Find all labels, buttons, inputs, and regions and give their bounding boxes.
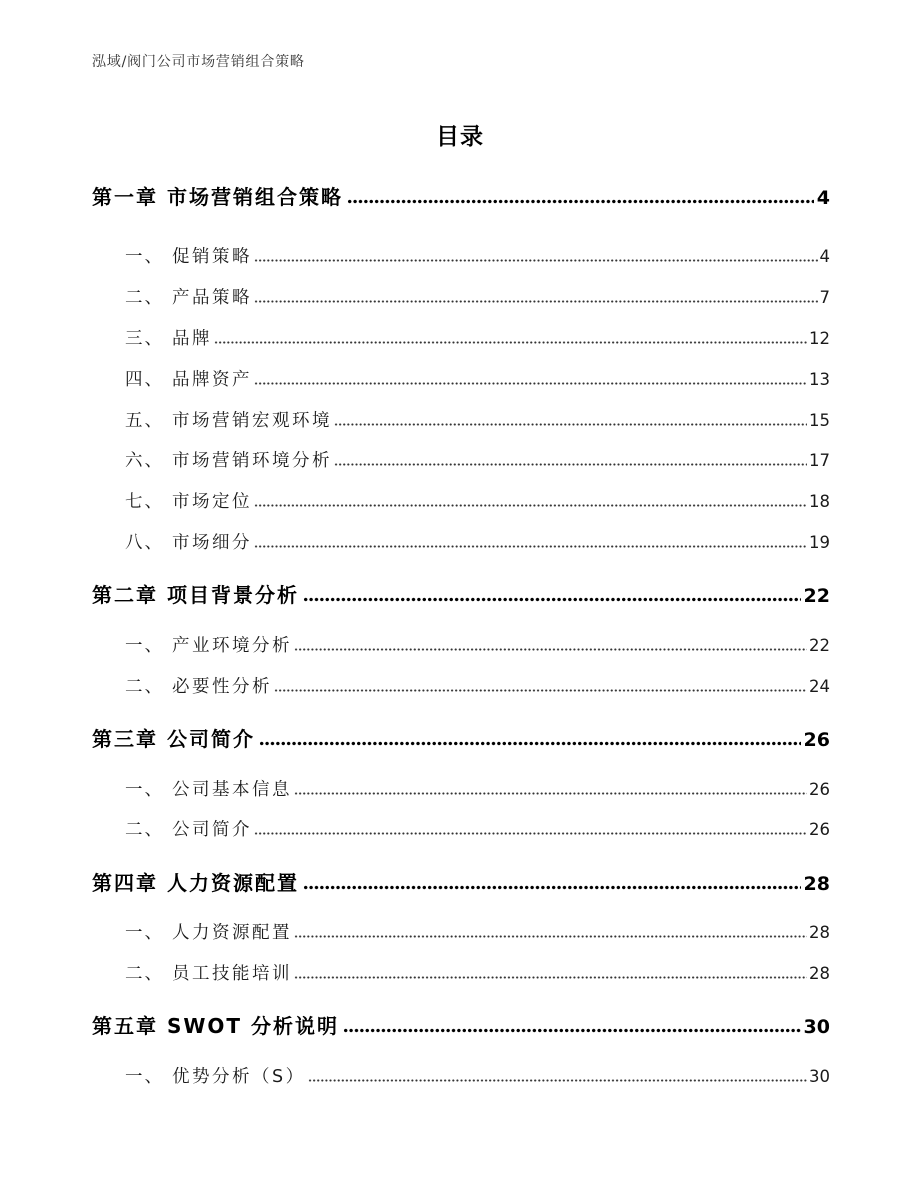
dot-leader (254, 504, 807, 507)
dot-leader (214, 341, 807, 344)
section-number: 七、 (125, 492, 164, 513)
section-title: 市场定位 (172, 492, 252, 513)
page-number: 30 (809, 1066, 830, 1086)
page-number: 28 (809, 964, 830, 984)
page-number: 19 (809, 532, 830, 552)
page-number: 26 (803, 728, 830, 751)
page-number: 22 (809, 635, 830, 655)
toc-section-entry[interactable] (92, 319, 830, 360)
toc-section-entry[interactable] (92, 626, 830, 667)
section-number: 四、 (125, 369, 164, 390)
dot-leader (254, 832, 807, 835)
section-title: 市场营销环境分析 (172, 451, 332, 472)
toc-section-entry[interactable] (92, 237, 830, 278)
toc-section-entry[interactable] (92, 667, 830, 708)
dot-leader (303, 597, 801, 602)
section-title: 必要性分析 (172, 676, 272, 697)
dot-leader (294, 792, 807, 795)
dot-leader (254, 259, 818, 262)
toc-section-entry[interactable] (92, 401, 830, 442)
page-number: 30 (803, 1016, 830, 1039)
toc-heading: 目录 (436, 124, 484, 150)
page-number: 28 (803, 872, 830, 895)
toc-section-entry[interactable] (92, 954, 830, 995)
section-number: 五、 (125, 410, 164, 431)
section-number: 一、 (125, 247, 164, 268)
dot-leader (308, 1079, 807, 1082)
section-number: 八、 (125, 532, 164, 553)
section-title: 员工技能培训 (172, 964, 292, 985)
running-header: 泓域/阀门公司市场营销组合策略 (92, 54, 305, 70)
section-title: 市场营销宏观环境 (172, 410, 332, 431)
page-number: 15 (809, 410, 830, 430)
section-number: 一、 (125, 635, 164, 656)
toc-section-entry[interactable] (92, 482, 830, 523)
section-title: 品牌资产 (172, 369, 252, 390)
toc-chapter-entry[interactable] (92, 863, 830, 904)
toc-section-entry[interactable] (92, 810, 830, 851)
section-number: 二、 (125, 676, 164, 697)
section-number: 三、 (125, 328, 164, 349)
table-of-contents (92, 177, 830, 1098)
section-number: 六、 (125, 451, 164, 472)
dot-leader (334, 423, 807, 426)
dot-leader (294, 648, 807, 651)
page-number: 4 (816, 186, 830, 209)
page-number: 28 (809, 923, 830, 943)
chapter-title: 第四章 人力资源配置 (92, 870, 299, 895)
dot-leader (294, 935, 807, 938)
section-number: 二、 (125, 964, 164, 985)
toc-chapter-entry[interactable] (92, 575, 830, 616)
dot-leader (303, 885, 801, 890)
page-number: 26 (809, 820, 830, 840)
page-number: 17 (809, 451, 830, 471)
page-number: 4 (819, 247, 830, 267)
section-number: 二、 (125, 820, 164, 841)
toc-chapter-entry[interactable] (92, 719, 830, 760)
toc-section-entry[interactable] (92, 770, 830, 811)
section-title: 人力资源配置 (172, 923, 292, 944)
section-number: 二、 (125, 288, 164, 309)
chapter-title: 第一章 市场营销组合策略 (92, 184, 343, 209)
page-number: 18 (809, 492, 830, 512)
toc-section-entry[interactable] (92, 1057, 830, 1098)
section-title: 产业环境分析 (172, 635, 292, 656)
section-title: 市场细分 (172, 532, 252, 553)
chapter-title: 第五章 SWOT 分析说明 (92, 1014, 340, 1039)
page-number: 13 (809, 369, 830, 389)
toc-section-entry[interactable] (92, 913, 830, 954)
page-number: 24 (809, 676, 830, 696)
section-number: 一、 (125, 1066, 164, 1087)
section-title: 促销策略 (172, 247, 252, 268)
dot-leader (254, 545, 807, 548)
dot-leader (254, 382, 807, 385)
dot-leader (343, 1028, 801, 1033)
dot-leader (274, 689, 807, 692)
dot-leader (259, 741, 801, 746)
chapter-title: 第二章 项目背景分析 (92, 583, 299, 608)
page-number: 12 (809, 328, 830, 348)
toc-chapter-entry[interactable] (92, 177, 830, 218)
chapter-title: 第三章 公司简介 (92, 726, 255, 751)
section-title: 优势分析（S） (172, 1066, 306, 1087)
toc-chapter-entry[interactable] (92, 1006, 830, 1047)
dot-leader (254, 300, 818, 303)
dot-leader (334, 463, 807, 466)
toc-section-entry[interactable] (92, 278, 830, 319)
section-number: 一、 (125, 923, 164, 944)
section-title: 公司简介 (172, 820, 252, 841)
section-title: 品牌 (172, 328, 212, 349)
toc-section-entry[interactable] (92, 360, 830, 401)
toc-section-entry[interactable] (92, 441, 830, 482)
dot-leader (347, 199, 814, 204)
section-title: 公司基本信息 (172, 779, 292, 800)
section-number: 一、 (125, 779, 164, 800)
toc-section-entry[interactable] (92, 523, 830, 564)
page-number: 26 (809, 779, 830, 799)
section-title: 产品策略 (172, 288, 252, 309)
page-number: 22 (803, 585, 830, 608)
dot-leader (294, 976, 807, 979)
page-number: 7 (819, 288, 830, 308)
